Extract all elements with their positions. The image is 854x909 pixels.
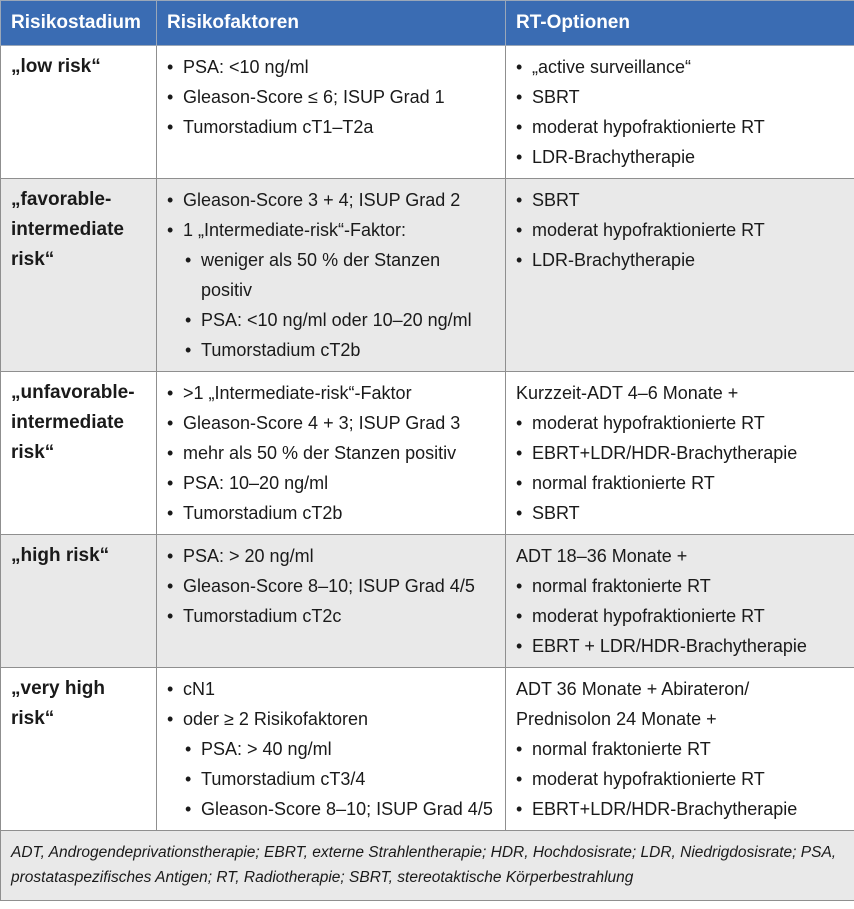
rt-option-item: • LDR-Brachytherapie	[516, 142, 844, 172]
footnote: ADT, Androgendeprivationstherapie; EBRT, externe Strahlentherapie; HDR, Hochdosisrate; LDR, Niedrigdosisrate; PSA, prostataspezifisches Antigen; RT, Radiotherapie; SBRT, stereotaktische Körperbestrahlung	[1, 831, 854, 901]
risk-factor-item: • Gleason-Score ≤ 6; ISUP Grad 1	[167, 82, 495, 112]
rt-options-cell	[506, 535, 854, 668]
risk-stage-cell: „high risk“	[1, 535, 157, 668]
rt-option-item: • moderat hypofraktionierte RT	[516, 601, 844, 631]
risk-stage-cell: „low risk“	[1, 46, 157, 179]
risk-factors-cell	[157, 535, 506, 668]
risk-stage-cell: „unfavorable-intermediate risk“	[1, 372, 157, 535]
rt-option-item: • „active surveillance“	[516, 52, 844, 82]
header-risk-stage: Risikostadium	[1, 1, 157, 46]
table-row	[1, 46, 854, 179]
risk-stage-cell: „favorable-intermediate risk“	[1, 179, 157, 372]
risk-factor-item: • cN1	[167, 674, 495, 704]
risk-factors-cell	[157, 668, 506, 831]
footnote-row	[1, 831, 854, 901]
risk-factors-cell	[157, 179, 506, 372]
risk-factor-subitem: • PSA: > 40 ng/ml	[185, 734, 495, 764]
rt-option-item: • normal fraktonierte RT	[516, 571, 844, 601]
rt-option-item: • moderat hypofraktionierte RT	[516, 112, 844, 142]
table-header	[1, 1, 854, 46]
risk-factor-list	[167, 541, 495, 631]
rt-option-list	[516, 408, 844, 528]
table-footer	[1, 831, 854, 901]
risk-factors-cell	[157, 372, 506, 535]
risk-factors-cell	[157, 46, 506, 179]
rt-options-lead: Kurzzeit-ADT 4–6 Monate +	[516, 383, 739, 403]
table-row	[1, 179, 854, 372]
rt-option-list	[516, 734, 844, 824]
risk-factor-subitem: • Tumorstadium cT2b	[185, 335, 495, 365]
risk-factor-item: • Tumorstadium cT2c	[167, 601, 495, 631]
rt-options-lead: ADT 36 Monate + Abirateron/ Prednisolon 24 Monate +	[516, 679, 750, 729]
rt-option-item: • normal fraktonierte RT	[516, 734, 844, 764]
rt-option-item: • EBRT + LDR/HDR-Brachytherapie	[516, 631, 844, 661]
table-row	[1, 372, 854, 535]
risk-factor-item: • Gleason-Score 4 + 3; ISUP Grad 3	[167, 408, 495, 438]
table-row	[1, 535, 854, 668]
risk-factor-list	[167, 185, 495, 365]
rt-options-lead: ADT 18–36 Monate +	[516, 546, 688, 566]
rt-options-cell	[506, 179, 854, 372]
risk-factor-item: • Tumorstadium cT1–T2a	[167, 112, 495, 142]
rt-option-item: • normal fraktionierte RT	[516, 468, 844, 498]
risk-factor-item: • 1 „Intermediate-risk“-Faktor:	[167, 215, 495, 245]
risk-factor-item: • mehr als 50 % der Stanzen positiv	[167, 438, 495, 468]
rt-options-cell	[506, 372, 854, 535]
risk-stage-cell: „very high risk“	[1, 668, 157, 831]
table-body	[1, 46, 854, 831]
risk-factor-list	[167, 378, 495, 528]
risk-factor-item: • Gleason-Score 3 + 4; ISUP Grad 2	[167, 185, 495, 215]
rt-option-item: • moderat hypofraktionierte RT	[516, 764, 844, 794]
rt-option-item: • moderat hypofraktionierte RT	[516, 408, 844, 438]
risk-factor-item: • PSA: 10–20 ng/ml	[167, 468, 495, 498]
rt-option-list	[516, 185, 844, 275]
rt-option-item: • SBRT	[516, 82, 844, 112]
rt-option-item: • moderat hypofraktionierte RT	[516, 215, 844, 245]
rt-option-list	[516, 571, 844, 661]
header-rt-options: RT-Optionen	[506, 1, 854, 46]
risk-factor-item: • PSA: <10 ng/ml	[167, 52, 495, 82]
risk-factor-item: • Gleason-Score 8–10; ISUP Grad 4/5	[167, 571, 495, 601]
risk-factor-list	[167, 674, 495, 824]
rt-option-item: • SBRT	[516, 185, 844, 215]
risk-factor-item: • oder ≥ 2 Risikofaktoren	[167, 704, 495, 734]
risk-factor-subitem: • PSA: <10 ng/ml oder 10–20 ng/ml	[185, 305, 495, 335]
rt-option-list	[516, 52, 844, 172]
risk-factor-item: • PSA: > 20 ng/ml	[167, 541, 495, 571]
risk-factor-item: • >1 „Intermediate-risk“-Faktor	[167, 378, 495, 408]
rt-options-cell	[506, 668, 854, 831]
table-row	[1, 668, 854, 831]
risk-factor-list	[167, 52, 495, 142]
risk-factor-subitem: • Tumorstadium cT3/4	[185, 764, 495, 794]
risk-factor-item: • Tumorstadium cT2b	[167, 498, 495, 528]
risk-factor-subitem: • weniger als 50 % der Stanzen positiv	[185, 245, 495, 305]
rt-option-item: • EBRT+LDR/HDR-Brachytherapie	[516, 794, 844, 824]
rt-options-cell	[506, 46, 854, 179]
risk-factor-subitem: • Gleason-Score 8–10; ISUP Grad 4/5	[185, 794, 495, 824]
rt-option-item: • SBRT	[516, 498, 844, 528]
header-risk-factors: Risikofaktoren	[157, 1, 506, 46]
rt-option-item: • EBRT+LDR/HDR-Brachytherapie	[516, 438, 844, 468]
rt-option-item: • LDR-Brachytherapie	[516, 245, 844, 275]
header-row	[1, 1, 854, 46]
